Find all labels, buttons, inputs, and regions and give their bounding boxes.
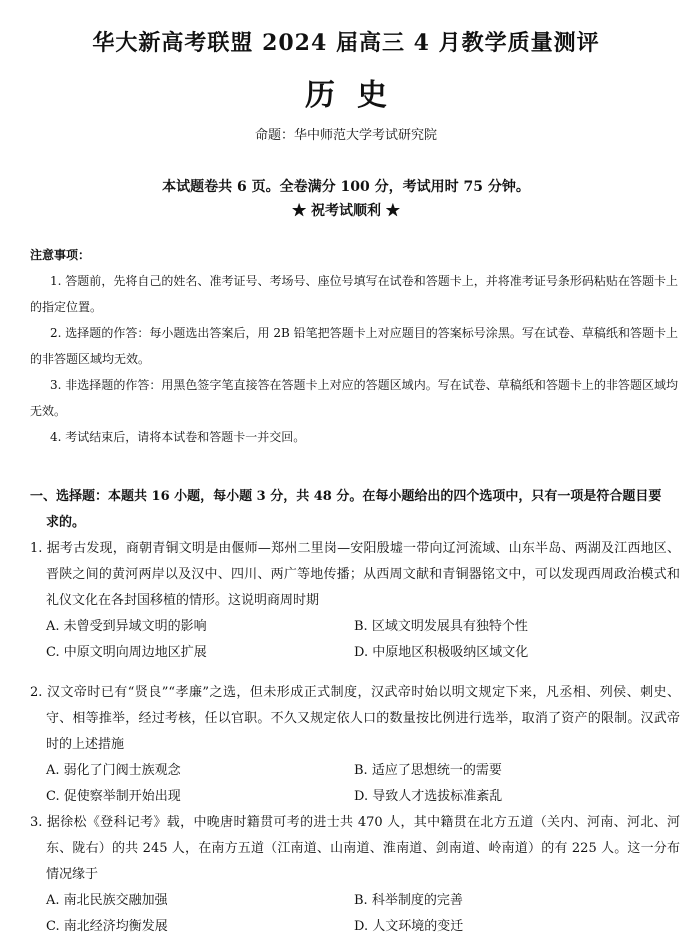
- exam-info: 本试题卷共 6 页。全卷满分 100 分，考试用时 75 分钟。: [162, 179, 530, 195]
- notes-title: 注意事项：: [30, 248, 91, 262]
- option-c: C. 促使察举制开始出现: [46, 789, 181, 804]
- question-stem: 2. 汉文帝时已有“贤良”“孝廉”之选，但未形成正式制度，汉武帝时始以明文规定下来，凡丞相、列侯、刺史、守、相等推举，经过考核，任以官职。不久又规定依人口的数量按比例进行选举，取消了资产的限制。汉武帝时的上述措施: [30, 685, 680, 752]
- section-heading-line1: 一、选择题：本题共 16 小题，每小题 3 分，共 48 分。在每小题给出的四个选项中，只有一项是符合题目要: [30, 489, 662, 504]
- question-3: [30, 810, 680, 940]
- option-c: C. 中原文明向周边地区扩展: [46, 645, 207, 660]
- note-item: 4. 考试结束后，请将本试卷和答题卡一并交回。: [50, 430, 306, 444]
- option-c: C. 南北经济均衡发展: [46, 919, 168, 934]
- section-heading-line2: 求的。: [46, 515, 86, 530]
- question-2: [30, 680, 680, 810]
- options-grid: [30, 758, 680, 810]
- option-d: D. 导致人才选拔标准紊乱: [354, 789, 503, 804]
- option-b: B. 区域文明发展具有独特个性: [354, 619, 528, 634]
- notes-block: [30, 242, 678, 450]
- option-a: A. 未曾受到异域文明的影响: [46, 619, 207, 634]
- option-a: A. 弱化了门阀士族观念: [46, 763, 181, 778]
- note-item: 1. 答题前，先将自己的姓名、准考证号、考场号、座位号填写在试卷和答题卡上，并将准考证号条形码粘贴在答题卡上的指定位置。: [30, 274, 678, 314]
- options-grid: [30, 614, 680, 666]
- option-a: A. 南北民族交融加强: [46, 893, 168, 908]
- question-stem: 1. 据考古发现，商朝青铜文明是由偃师—郑州二里岗—安阳殷墟一带向辽河流域、山东半岛、两湖及江西地区、晋陕之间的黄河两岸以及汉中、四川、两广等地传播；从西周文献和青铜器铭文中，可以发现西周政治模式和礼仪文化在各封国移植的情形。这说明商周时期: [30, 541, 680, 608]
- option-b: B. 适应了思想统一的需要: [354, 763, 502, 778]
- good-luck-line: ★ 祝考试顺利 ★: [292, 203, 400, 219]
- option-d: D. 中原地区积极吸纳区域文化: [354, 645, 529, 660]
- option-b: B. 科举制度的完善: [354, 893, 463, 908]
- note-item: 2. 选择题的作答：每小题选出答案后，用 2B 铅笔把答题卡上对应题目的答案标号涂黑。写在试卷、草稿纸和答题卡上的非答题区域均无效。: [30, 326, 678, 366]
- section-heading: [30, 484, 678, 536]
- question-1: [30, 536, 680, 666]
- option-d: D. 人文环境的变迁: [354, 919, 464, 934]
- subject-title: 历史: [305, 78, 409, 113]
- exam-title: 华大新高考联盟 2024 届高三 4 月教学质量测评: [92, 30, 600, 56]
- author-line: 命题：华中师范大学考试研究院: [254, 128, 437, 143]
- note-item: 3. 非选择题的作答：用黑色签字笔直接答在答题卡上对应的答题区域内。写在试卷、草稿纸和答题卡上的非答题区域均无效。: [30, 378, 678, 418]
- question-stem: 3. 据徐松《登科记考》载，中晚唐时籍贯可考的进士共 470 人，其中籍贯在北方五道（关内、河南、河北、河东、陇右）的共 245 人，在南方五道（江南道、山南道、淮南道、剑南道、岭南道）的有 225 人。这一分布情况缘于: [30, 815, 680, 882]
- options-grid: [30, 888, 680, 940]
